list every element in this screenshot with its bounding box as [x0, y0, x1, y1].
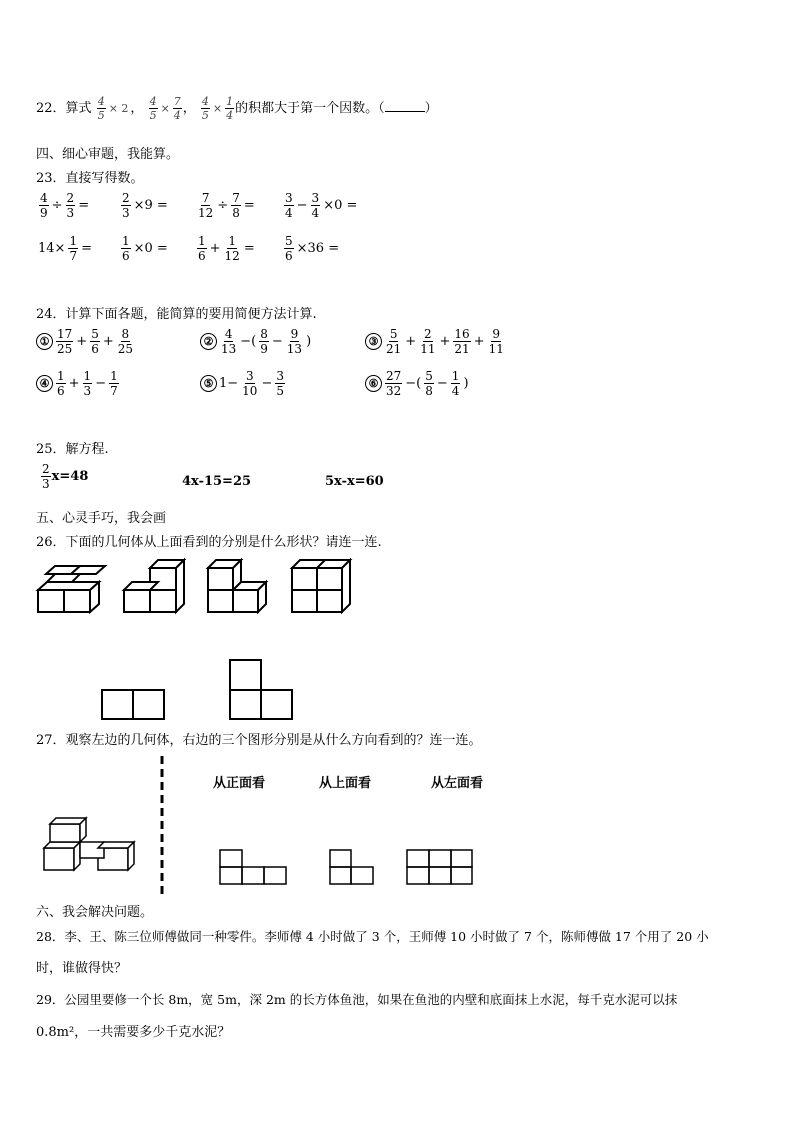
answer-blank[interactable] — [385, 99, 425, 112]
q23-item: $\frac{3}{4}$ − $\frac{3}{4}$ ×0 = — [285, 191, 358, 220]
q29-line2: 0.8m²，一共需要多少千克水泥？ — [36, 1025, 231, 1040]
fraction: $\frac{4}{5}$ — [149, 95, 157, 122]
question-number: 22． — [36, 101, 66, 116]
q24-item-3: ③ $\frac{5}{21}$ + $\frac{2}{11}$ + $\frac{16}{21}$ + $\frac{9}{11}$ — [365, 328, 506, 355]
fraction: $\frac{7}{4}$ — [173, 95, 181, 122]
fraction: $\frac{4}{5}$ — [201, 95, 209, 122]
q26-title: 26．下面的几何体从上面看到的分别是什么形状？请连一连. — [36, 535, 382, 550]
view-label-left: 从左面看 — [431, 776, 484, 791]
q22-prefix: 算式 — [65, 101, 92, 116]
fraction: $\frac{1}{4}$ — [226, 95, 234, 122]
q24-item-5: ⑤ 1− $\frac{3}{10}$ − $\frac{3}{5}$ — [200, 370, 286, 397]
q22-suffix: 的积都大于第一个因数。（ — [235, 101, 385, 116]
section-5-heading: 五、心灵手巧，我会画 — [36, 511, 167, 526]
view-label-top: 从上面看 — [319, 776, 372, 791]
q23-item: $\frac{1}{6}$ ×0 = — [122, 234, 168, 263]
fraction: $\frac{4}{5}$ — [97, 95, 105, 122]
section-6-heading: 六、我会解决问题。 — [36, 905, 154, 920]
q23-item: $\frac{1}{6}$ + $\frac{1}{12}$ = — [198, 234, 255, 263]
q25-eq3: 5x-x=60 — [325, 474, 384, 489]
q28-line2: 时，谁做得快？ — [36, 961, 128, 976]
q24-title: 24．计算下面各题，能简算的要用简便方法计算. — [36, 307, 317, 322]
q27-figures — [0, 750, 794, 910]
q24-item-6: ⑥ $\frac{27}{32}$ −( $\frac{5}{8}$ − $\frac{1}{4}$ ) — [365, 370, 471, 397]
q23-item: $\frac{2}{3}$ ×9 = — [122, 191, 168, 220]
q25-title: 25．解方程. — [36, 442, 109, 457]
q24-item-2: ② $\frac{4}{13}$ −( $\frac{8}{9}$ − $\frac{9}{13}$ ) — [200, 328, 313, 355]
q23-title: 23．直接写得数。 — [36, 171, 144, 186]
q27-title: 27．观察左边的几何体，右边的三个图形分别是从什么方向看到的？连一连。 — [36, 733, 482, 748]
q25-eq1: $\frac{2}{3}$ x=48 — [42, 462, 89, 491]
section-4-heading: 四、细心审题，我能算。 — [36, 147, 180, 162]
q23-item: $\frac{4}{9}$ ÷ $\frac{2}{3}$ = — [40, 191, 90, 220]
q22-close: ） — [424, 101, 438, 116]
q28-line1: 28．李、王、陈三位师傅做同一种零件。李师傅 4 小时做了 3 个，王师傅 10 小时做了 7 个，陈师傅做 17 个用了 20 小 — [36, 929, 709, 944]
q23-item: 14× $\frac{1}{7}$ = — [38, 234, 92, 263]
q26-solids — [0, 545, 794, 745]
view-label-front: 从正面看 — [213, 776, 266, 791]
q23-item: $\frac{7}{12}$ ÷ $\frac{7}{8}$ = — [198, 191, 255, 220]
q24-item-4: ④ $\frac{1}{6}$ + $\frac{1}{3}$ − $\frac{1}{7}$ — [36, 370, 120, 397]
q25-eq2: 4x-15=25 — [182, 474, 252, 489]
q29-line1: 29．公园里要修一个长 8m，宽 5m，深 2m 的长方体鱼池，如果在鱼池的内壁和底面抹上水泥，每千克水泥可以抹 — [36, 992, 678, 1007]
q23-item: $\frac{5}{6}$ ×36 = — [285, 234, 340, 263]
q24-item-1: ① $\frac{17}{25}$ + $\frac{5}{6}$ + $\frac{8}{25}$ — [36, 328, 135, 355]
q22-line: 22．算式 $\frac{4}{5}$ × 2 ， $\frac{4}{5}$ × $\frac{7}{4}$ ， $\frac{4}{5}$ × $\frac{1}{4}$ 的积都大于第一个因数。（ ） — [36, 95, 438, 122]
